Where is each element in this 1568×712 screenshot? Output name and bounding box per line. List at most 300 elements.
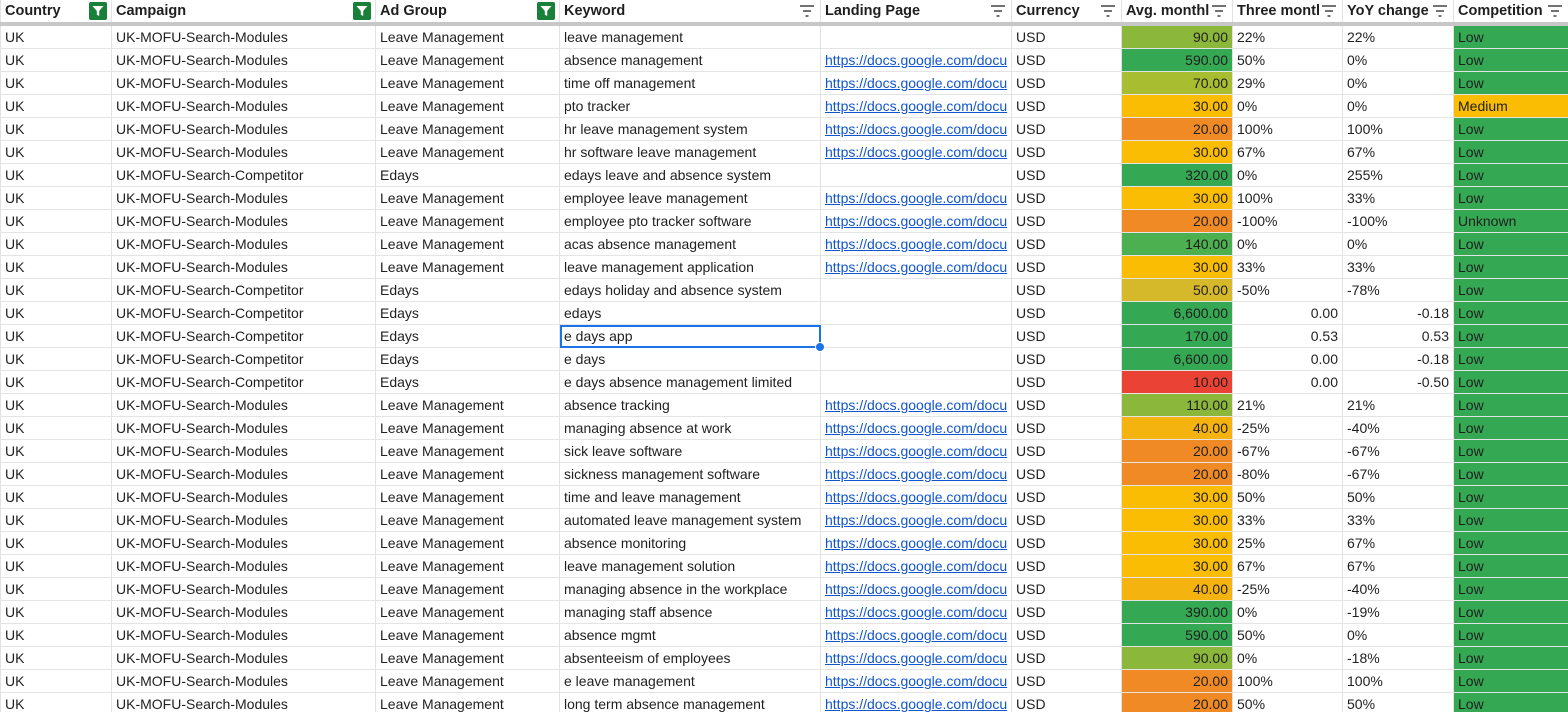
filter-icon[interactable] (537, 2, 555, 20)
cell-competition[interactable]: Low (1454, 141, 1568, 164)
cell-yoy-change[interactable]: 0% (1343, 233, 1454, 256)
cell-ad-group[interactable]: Leave Management (376, 417, 560, 440)
landing-page-link[interactable]: https://docs.google.com/docu (825, 512, 1008, 528)
cell-currency[interactable]: USD (1012, 601, 1122, 624)
cell-competition[interactable]: Low (1454, 394, 1568, 417)
cell-competition[interactable]: Low (1454, 509, 1568, 532)
cell-yoy-change[interactable]: 21% (1343, 394, 1454, 417)
cell-currency[interactable]: USD (1012, 555, 1122, 578)
cell-three-month[interactable]: 50% (1233, 624, 1343, 647)
cell-ad-group[interactable]: Edays (376, 348, 560, 371)
cell-avg-monthly[interactable]: 10.00 (1122, 371, 1233, 394)
landing-page-link[interactable]: https://docs.google.com/docu (825, 443, 1008, 459)
cell-landing-page[interactable] (821, 509, 1012, 532)
cell-yoy-change[interactable]: 0% (1343, 624, 1454, 647)
cell-ad-group[interactable]: Leave Management (376, 509, 560, 532)
cell-country[interactable]: UK (1, 578, 112, 601)
landing-page-link[interactable]: https://docs.google.com/docu (825, 535, 1008, 551)
cell-country[interactable]: UK (1, 509, 112, 532)
cell-campaign[interactable]: UK-MOFU-Search-Modules (112, 578, 376, 601)
cell-ad-group[interactable]: Leave Management (376, 440, 560, 463)
cell-landing-page[interactable] (821, 555, 1012, 578)
landing-page-link[interactable]: https://docs.google.com/docu (825, 627, 1008, 643)
cell-three-month[interactable]: 0% (1233, 95, 1343, 118)
cell-ad-group[interactable]: Leave Management (376, 463, 560, 486)
cell-campaign[interactable]: UK-MOFU-Search-Modules (112, 601, 376, 624)
cell-currency[interactable]: USD (1012, 118, 1122, 141)
cell-competition[interactable]: Low (1454, 233, 1568, 256)
landing-page-link[interactable]: https://docs.google.com/docu (825, 466, 1008, 482)
filter-icon[interactable] (1210, 2, 1228, 20)
cell-competition[interactable]: Low (1454, 532, 1568, 555)
landing-page-link[interactable]: https://docs.google.com/docu (825, 604, 1008, 620)
cell-country[interactable]: UK (1, 118, 112, 141)
cell-yoy-change[interactable]: -0.18 (1343, 348, 1454, 371)
cell-three-month[interactable]: -80% (1233, 463, 1343, 486)
cell-yoy-change[interactable]: -19% (1343, 601, 1454, 624)
cell-currency[interactable]: USD (1012, 417, 1122, 440)
cell-avg-monthly[interactable]: 170.00 (1122, 325, 1233, 348)
filter-icon[interactable] (353, 2, 371, 20)
cell-currency[interactable]: USD (1012, 532, 1122, 555)
cell-three-month[interactable]: 100% (1233, 187, 1343, 210)
cell-ad-group[interactable]: Leave Management (376, 532, 560, 555)
cell-avg-monthly[interactable]: 40.00 (1122, 578, 1233, 601)
cell-yoy-change[interactable]: 33% (1343, 509, 1454, 532)
cell-avg-monthly[interactable]: 30.00 (1122, 532, 1233, 555)
col-header-keyword[interactable] (560, 0, 821, 24)
cell-country[interactable]: UK (1, 463, 112, 486)
cell-campaign[interactable]: UK-MOFU-Search-Modules (112, 72, 376, 95)
cell-avg-monthly[interactable]: 20.00 (1122, 463, 1233, 486)
cell-competition[interactable]: Low (1454, 24, 1568, 49)
cell-currency[interactable]: USD (1012, 647, 1122, 670)
cell-country[interactable]: UK (1, 624, 112, 647)
cell-currency[interactable]: USD (1012, 624, 1122, 647)
cell-three-month[interactable]: 21% (1233, 394, 1343, 417)
cell-country[interactable]: UK (1, 394, 112, 417)
cell-avg-monthly[interactable]: 20.00 (1122, 693, 1233, 712)
cell-ad-group[interactable]: Leave Management (376, 141, 560, 164)
cell-currency[interactable]: USD (1012, 256, 1122, 279)
cell-competition[interactable]: Low (1454, 164, 1568, 187)
cell-landing-page[interactable] (821, 141, 1012, 164)
fill-handle[interactable] (815, 342, 825, 352)
cell-competition[interactable]: Low (1454, 417, 1568, 440)
cell-country[interactable]: UK (1, 647, 112, 670)
cell-competition[interactable]: Low (1454, 118, 1568, 141)
cell-landing-page[interactable] (821, 279, 1012, 302)
cell-three-month[interactable]: 50% (1233, 693, 1343, 712)
cell-competition[interactable]: Low (1454, 72, 1568, 95)
cell-country[interactable]: UK (1, 210, 112, 233)
cell-campaign[interactable]: UK-MOFU-Search-Modules (112, 233, 376, 256)
cell-campaign[interactable]: UK-MOFU-Search-Modules (112, 670, 376, 693)
cell-avg-monthly[interactable]: 30.00 (1122, 555, 1233, 578)
cell-yoy-change[interactable]: -67% (1343, 440, 1454, 463)
cell-yoy-change[interactable]: 67% (1343, 141, 1454, 164)
cell-campaign[interactable]: UK-MOFU-Search-Modules (112, 509, 376, 532)
cell-avg-monthly[interactable]: 90.00 (1122, 24, 1233, 49)
cell-three-month[interactable]: 100% (1233, 118, 1343, 141)
cell-campaign[interactable]: UK-MOFU-Search-Modules (112, 417, 376, 440)
landing-page-link[interactable]: https://docs.google.com/docu (825, 52, 1008, 68)
cell-currency[interactable]: USD (1012, 302, 1122, 325)
cell-campaign[interactable]: UK-MOFU-Search-Modules (112, 118, 376, 141)
cell-ad-group[interactable]: Edays (376, 371, 560, 394)
cell-yoy-change[interactable]: 67% (1343, 555, 1454, 578)
cell-currency[interactable]: USD (1012, 72, 1122, 95)
cell-competition[interactable]: Unknown (1454, 210, 1568, 233)
cell-yoy-change[interactable]: 33% (1343, 187, 1454, 210)
cell-three-month[interactable]: 67% (1233, 141, 1343, 164)
cell-ad-group[interactable]: Leave Management (376, 670, 560, 693)
cell-keyword[interactable]: edays holiday and absence system (560, 279, 821, 302)
cell-keyword[interactable]: hr leave management system (560, 118, 821, 141)
cell-landing-page[interactable] (821, 463, 1012, 486)
cell-avg-monthly[interactable]: 20.00 (1122, 670, 1233, 693)
cell-keyword[interactable]: absenteeism of employees (560, 647, 821, 670)
cell-landing-page[interactable] (821, 417, 1012, 440)
landing-page-link[interactable]: https://docs.google.com/docu (825, 696, 1008, 712)
cell-landing-page[interactable] (821, 348, 1012, 371)
cell-country[interactable]: UK (1, 532, 112, 555)
cell-three-month[interactable]: -100% (1233, 210, 1343, 233)
cell-keyword[interactable]: absence monitoring (560, 532, 821, 555)
cell-ad-group[interactable]: Leave Management (376, 72, 560, 95)
cell-avg-monthly[interactable]: 20.00 (1122, 440, 1233, 463)
cell-yoy-change[interactable]: 50% (1343, 693, 1454, 712)
cell-country[interactable]: UK (1, 24, 112, 49)
cell-yoy-change[interactable]: 0% (1343, 49, 1454, 72)
cell-landing-page[interactable] (821, 670, 1012, 693)
cell-keyword[interactable]: automated leave management system (560, 509, 821, 532)
cell-keyword[interactable]: sick leave software (560, 440, 821, 463)
cell-campaign[interactable]: UK-MOFU-Search-Competitor (112, 279, 376, 302)
cell-country[interactable]: UK (1, 486, 112, 509)
cell-avg-monthly[interactable]: 590.00 (1122, 624, 1233, 647)
cell-campaign[interactable]: UK-MOFU-Search-Modules (112, 24, 376, 49)
cell-currency[interactable]: USD (1012, 325, 1122, 348)
cell-currency[interactable]: USD (1012, 141, 1122, 164)
cell-competition[interactable]: Low (1454, 670, 1568, 693)
cell-ad-group[interactable]: Leave Management (376, 210, 560, 233)
cell-yoy-change[interactable]: -40% (1343, 417, 1454, 440)
cell-landing-page[interactable] (821, 624, 1012, 647)
cell-currency[interactable]: USD (1012, 233, 1122, 256)
cell-avg-monthly[interactable]: 40.00 (1122, 417, 1233, 440)
cell-avg-monthly[interactable]: 20.00 (1122, 210, 1233, 233)
cell-currency[interactable]: USD (1012, 279, 1122, 302)
cell-ad-group[interactable]: Leave Management (376, 233, 560, 256)
cell-currency[interactable]: USD (1012, 486, 1122, 509)
filter-icon[interactable] (1320, 2, 1338, 20)
cell-yoy-change[interactable]: 0% (1343, 72, 1454, 95)
cell-avg-monthly[interactable]: 30.00 (1122, 256, 1233, 279)
cell-yoy-change[interactable]: 67% (1343, 532, 1454, 555)
cell-currency[interactable]: USD (1012, 164, 1122, 187)
cell-yoy-change[interactable]: -100% (1343, 210, 1454, 233)
cell-three-month[interactable]: 50% (1233, 486, 1343, 509)
cell-keyword[interactable]: e days absence management limited (560, 371, 821, 394)
cell-avg-monthly[interactable]: 140.00 (1122, 233, 1233, 256)
filter-icon[interactable] (989, 2, 1007, 20)
cell-competition[interactable]: Low (1454, 348, 1568, 371)
cell-three-month[interactable]: 0% (1233, 601, 1343, 624)
cell-currency[interactable]: USD (1012, 509, 1122, 532)
cell-yoy-change[interactable]: 100% (1343, 670, 1454, 693)
cell-three-month[interactable]: 0% (1233, 164, 1343, 187)
cell-country[interactable]: UK (1, 72, 112, 95)
cell-yoy-change[interactable]: -18% (1343, 647, 1454, 670)
cell-keyword[interactable]: time off management (560, 72, 821, 95)
cell-currency[interactable]: USD (1012, 693, 1122, 712)
cell-landing-page[interactable] (821, 394, 1012, 417)
cell-country[interactable]: UK (1, 670, 112, 693)
landing-page-link[interactable]: https://docs.google.com/docu (825, 673, 1008, 689)
cell-campaign[interactable]: UK-MOFU-Search-Competitor (112, 348, 376, 371)
cell-avg-monthly[interactable]: 590.00 (1122, 49, 1233, 72)
cell-ad-group[interactable]: Leave Management (376, 187, 560, 210)
landing-page-link[interactable]: https://docs.google.com/docu (825, 397, 1008, 413)
cell-competition[interactable]: Low (1454, 49, 1568, 72)
cell-landing-page[interactable] (821, 95, 1012, 118)
cell-competition[interactable]: Low (1454, 256, 1568, 279)
cell-keyword[interactable]: absence mgmt (560, 624, 821, 647)
cell-landing-page[interactable] (821, 325, 1012, 348)
cell-yoy-change[interactable]: -67% (1343, 463, 1454, 486)
cell-currency[interactable]: USD (1012, 578, 1122, 601)
cell-landing-page[interactable] (821, 49, 1012, 72)
cell-ad-group[interactable]: Leave Management (376, 95, 560, 118)
cell-campaign[interactable]: UK-MOFU-Search-Modules (112, 486, 376, 509)
cell-currency[interactable]: USD (1012, 371, 1122, 394)
cell-avg-monthly[interactable]: 30.00 (1122, 141, 1233, 164)
cell-avg-monthly[interactable]: 320.00 (1122, 164, 1233, 187)
cell-yoy-change[interactable]: 100% (1343, 118, 1454, 141)
cell-competition[interactable]: Low (1454, 647, 1568, 670)
col-header-country[interactable] (1, 0, 112, 24)
cell-avg-monthly[interactable]: 30.00 (1122, 486, 1233, 509)
cell-campaign[interactable]: UK-MOFU-Search-Modules (112, 187, 376, 210)
cell-ad-group[interactable]: Edays (376, 325, 560, 348)
cell-three-month[interactable]: 0.00 (1233, 302, 1343, 325)
cell-three-month[interactable]: 29% (1233, 72, 1343, 95)
cell-keyword[interactable]: edays (560, 302, 821, 325)
cell-ad-group[interactable]: Leave Management (376, 555, 560, 578)
cell-landing-page[interactable] (821, 302, 1012, 325)
cell-three-month[interactable]: 0% (1233, 647, 1343, 670)
cell-currency[interactable]: USD (1012, 95, 1122, 118)
col-header-ad-group[interactable] (376, 0, 560, 24)
cell-country[interactable]: UK (1, 164, 112, 187)
cell-ad-group[interactable]: Leave Management (376, 624, 560, 647)
cell-landing-page[interactable] (821, 187, 1012, 210)
cell-three-month[interactable]: 22% (1233, 24, 1343, 49)
cell-competition[interactable]: Medium (1454, 95, 1568, 118)
cell-currency[interactable]: USD (1012, 394, 1122, 417)
cell-three-month[interactable]: 67% (1233, 555, 1343, 578)
cell-country[interactable]: UK (1, 49, 112, 72)
landing-page-link[interactable]: https://docs.google.com/docu (825, 98, 1008, 114)
cell-three-month[interactable]: 33% (1233, 509, 1343, 532)
cell-currency[interactable]: USD (1012, 670, 1122, 693)
landing-page-link[interactable]: https://docs.google.com/docu (825, 236, 1008, 252)
cell-ad-group[interactable]: Leave Management (376, 256, 560, 279)
cell-country[interactable]: UK (1, 555, 112, 578)
cell-keyword[interactable]: managing staff absence (560, 601, 821, 624)
cell-yoy-change[interactable]: 22% (1343, 24, 1454, 49)
cell-yoy-change[interactable]: 0.53 (1343, 325, 1454, 348)
cell-landing-page[interactable] (821, 532, 1012, 555)
cell-country[interactable]: UK (1, 693, 112, 712)
cell-campaign[interactable]: UK-MOFU-Search-Competitor (112, 164, 376, 187)
cell-campaign[interactable]: UK-MOFU-Search-Modules (112, 463, 376, 486)
cell-avg-monthly[interactable]: 110.00 (1122, 394, 1233, 417)
cell-ad-group[interactable]: Edays (376, 279, 560, 302)
cell-three-month[interactable]: 33% (1233, 256, 1343, 279)
cell-country[interactable]: UK (1, 95, 112, 118)
cell-landing-page[interactable] (821, 72, 1012, 95)
cell-ad-group[interactable]: Leave Management (376, 49, 560, 72)
cell-keyword[interactable]: pto tracker (560, 95, 821, 118)
cell-campaign[interactable]: UK-MOFU-Search-Modules (112, 555, 376, 578)
cell-campaign[interactable]: UK-MOFU-Search-Modules (112, 394, 376, 417)
cell-keyword[interactable]: time and leave management (560, 486, 821, 509)
cell-currency[interactable]: USD (1012, 187, 1122, 210)
landing-page-link[interactable]: https://docs.google.com/docu (825, 213, 1008, 229)
cell-campaign[interactable]: UK-MOFU-Search-Modules (112, 49, 376, 72)
cell-avg-monthly[interactable]: 70.00 (1122, 72, 1233, 95)
cell-three-month[interactable]: 50% (1233, 49, 1343, 72)
cell-country[interactable]: UK (1, 233, 112, 256)
landing-page-link[interactable]: https://docs.google.com/docu (825, 420, 1008, 436)
cell-keyword[interactable]: long term absence management (560, 693, 821, 712)
filter-icon[interactable] (89, 2, 107, 20)
cell-yoy-change[interactable]: -40% (1343, 578, 1454, 601)
cell-competition[interactable]: Low (1454, 624, 1568, 647)
cell-ad-group[interactable]: Leave Management (376, 486, 560, 509)
cell-ad-group[interactable]: Leave Management (376, 578, 560, 601)
cell-avg-monthly[interactable]: 30.00 (1122, 95, 1233, 118)
cell-country[interactable]: UK (1, 325, 112, 348)
cell-campaign[interactable]: UK-MOFU-Search-Modules (112, 647, 376, 670)
cell-keyword[interactable]: sickness management software (560, 463, 821, 486)
cell-competition[interactable]: Low (1454, 440, 1568, 463)
cell-three-month[interactable]: 25% (1233, 532, 1343, 555)
cell-keyword[interactable]: edays leave and absence system (560, 164, 821, 187)
cell-landing-page[interactable] (821, 440, 1012, 463)
cell-avg-monthly[interactable]: 390.00 (1122, 601, 1233, 624)
cell-landing-page[interactable] (821, 371, 1012, 394)
cell-keyword[interactable]: hr software leave management (560, 141, 821, 164)
cell-keyword[interactable]: e days (560, 348, 821, 371)
cell-campaign[interactable]: UK-MOFU-Search-Modules (112, 693, 376, 712)
cell-keyword[interactable]: acas absence management (560, 233, 821, 256)
cell-three-month[interactable]: -67% (1233, 440, 1343, 463)
cell-keyword[interactable]: managing absence at work (560, 417, 821, 440)
landing-page-link[interactable]: https://docs.google.com/docu (825, 558, 1008, 574)
landing-page-link[interactable]: https://docs.google.com/docu (825, 75, 1008, 91)
cell-campaign[interactable]: UK-MOFU-Search-Modules (112, 95, 376, 118)
cell-keyword[interactable]: leave management solution (560, 555, 821, 578)
cell-avg-monthly[interactable]: 30.00 (1122, 187, 1233, 210)
cell-competition[interactable]: Low (1454, 371, 1568, 394)
cell-yoy-change[interactable]: -78% (1343, 279, 1454, 302)
cell-three-month[interactable]: 100% (1233, 670, 1343, 693)
cell-yoy-change[interactable]: -0.50 (1343, 371, 1454, 394)
cell-avg-monthly[interactable]: 6,600.00 (1122, 302, 1233, 325)
cell-country[interactable]: UK (1, 256, 112, 279)
cell-ad-group[interactable]: Leave Management (376, 601, 560, 624)
cell-keyword[interactable]: absence management (560, 49, 821, 72)
cell-keyword[interactable]: managing absence in the workplace (560, 578, 821, 601)
cell-keyword[interactable]: leave management (560, 24, 821, 49)
landing-page-link[interactable]: https://docs.google.com/docu (825, 121, 1008, 137)
cell-landing-page[interactable] (821, 693, 1012, 712)
filter-icon[interactable] (1099, 2, 1117, 20)
cell-landing-page[interactable] (821, 233, 1012, 256)
cell-currency[interactable]: USD (1012, 440, 1122, 463)
landing-page-link[interactable]: https://docs.google.com/docu (825, 650, 1008, 666)
cell-ad-group[interactable]: Edays (376, 164, 560, 187)
cell-landing-page[interactable] (821, 647, 1012, 670)
cell-campaign[interactable]: UK-MOFU-Search-Modules (112, 532, 376, 555)
cell-campaign[interactable]: UK-MOFU-Search-Modules (112, 624, 376, 647)
cell-landing-page[interactable] (821, 578, 1012, 601)
cell-three-month[interactable]: 0% (1233, 233, 1343, 256)
cell-landing-page[interactable] (821, 24, 1012, 49)
cell-competition[interactable]: Low (1454, 463, 1568, 486)
cell-competition[interactable]: Low (1454, 325, 1568, 348)
cell-yoy-change[interactable]: -0.18 (1343, 302, 1454, 325)
cell-country[interactable]: UK (1, 279, 112, 302)
cell-country[interactable]: UK (1, 440, 112, 463)
landing-page-link[interactable]: https://docs.google.com/docu (825, 581, 1008, 597)
cell-competition[interactable]: Low (1454, 693, 1568, 712)
cell-keyword[interactable]: leave management application (560, 256, 821, 279)
cell-ad-group[interactable]: Edays (376, 302, 560, 325)
cell-keyword[interactable]: employee pto tracker software (560, 210, 821, 233)
landing-page-link[interactable]: https://docs.google.com/docu (825, 489, 1008, 505)
cell-keyword[interactable]: absence tracking (560, 394, 821, 417)
cell-yoy-change[interactable]: 50% (1343, 486, 1454, 509)
cell-yoy-change[interactable]: 0% (1343, 95, 1454, 118)
cell-three-month[interactable]: -25% (1233, 578, 1343, 601)
cell-competition[interactable]: Low (1454, 279, 1568, 302)
cell-avg-monthly[interactable]: 90.00 (1122, 647, 1233, 670)
cell-competition[interactable]: Low (1454, 187, 1568, 210)
cell-ad-group[interactable]: Leave Management (376, 118, 560, 141)
landing-page-link[interactable]: https://docs.google.com/docu (825, 144, 1008, 160)
cell-keyword[interactable]: e leave management (560, 670, 821, 693)
cell-keyword[interactable] (560, 325, 821, 348)
cell-competition[interactable]: Low (1454, 601, 1568, 624)
cell-three-month[interactable]: -50% (1233, 279, 1343, 302)
col-header-avg-monthly[interactable] (1122, 0, 1233, 24)
cell-currency[interactable]: USD (1012, 463, 1122, 486)
col-header-currency[interactable] (1012, 0, 1122, 24)
cell-currency[interactable]: USD (1012, 49, 1122, 72)
cell-country[interactable]: UK (1, 417, 112, 440)
cell-competition[interactable]: Low (1454, 555, 1568, 578)
cell-currency[interactable]: USD (1012, 24, 1122, 49)
cell-currency[interactable]: USD (1012, 210, 1122, 233)
cell-avg-monthly[interactable]: 6,600.00 (1122, 348, 1233, 371)
cell-competition[interactable]: Low (1454, 578, 1568, 601)
cell-campaign[interactable]: UK-MOFU-Search-Competitor (112, 302, 376, 325)
cell-ad-group[interactable]: Leave Management (376, 394, 560, 417)
